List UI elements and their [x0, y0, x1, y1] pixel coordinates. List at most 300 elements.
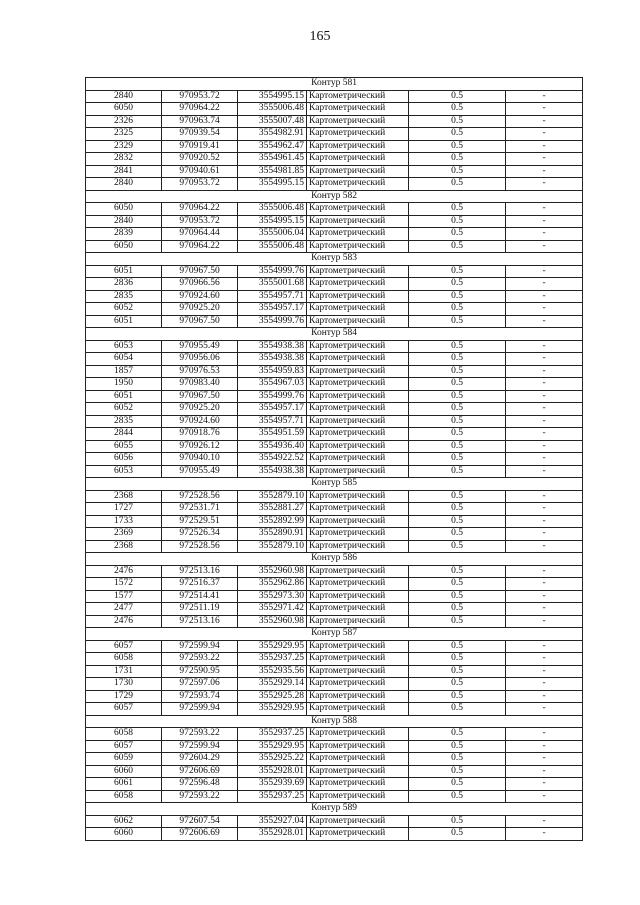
point-number-cell: 2832 — [86, 153, 162, 166]
x-coordinate-cell: 972526.34 — [162, 528, 238, 541]
method-cell: Картометрический — [307, 753, 409, 766]
contour-header-row — [86, 78, 583, 91]
method-cell: Картометрический — [307, 703, 409, 716]
table-row — [86, 140, 583, 153]
table-row — [86, 690, 583, 703]
accuracy-cell: 0.5 — [409, 440, 506, 453]
table-row — [86, 103, 583, 116]
table-row — [86, 278, 583, 291]
note-cell: - — [506, 390, 583, 403]
accuracy-cell: 0.5 — [409, 403, 506, 416]
method-cell: Картометрический — [307, 603, 409, 616]
x-coordinate-cell: 972599.94 — [162, 640, 238, 653]
point-number-cell: 6059 — [86, 753, 162, 766]
table-row — [86, 765, 583, 778]
y-coordinate-cell: 3555006.04 — [238, 228, 307, 241]
point-number-cell: 6051 — [86, 390, 162, 403]
accuracy-cell: 0.5 — [409, 90, 506, 103]
y-coordinate-cell: 3554957.71 — [238, 415, 307, 428]
x-coordinate-cell: 970940.61 — [162, 165, 238, 178]
note-cell: - — [506, 740, 583, 753]
x-coordinate-cell: 970925.20 — [162, 303, 238, 316]
point-number-cell: 2835 — [86, 415, 162, 428]
method-cell: Картометрический — [307, 640, 409, 653]
accuracy-cell: 0.5 — [409, 578, 506, 591]
note-cell: - — [506, 615, 583, 628]
coordinates-table — [85, 77, 583, 841]
method-cell: Картометрический — [307, 415, 409, 428]
note-cell: - — [506, 528, 583, 541]
method-cell: Картометрический — [307, 740, 409, 753]
y-coordinate-cell: 3552890.91 — [238, 528, 307, 541]
accuracy-cell: 0.5 — [409, 340, 506, 353]
table-row — [86, 315, 583, 328]
accuracy-cell: 0.5 — [409, 353, 506, 366]
note-cell: - — [506, 640, 583, 653]
point-number-cell: 6060 — [86, 765, 162, 778]
y-coordinate-cell: 3554982.91 — [238, 128, 307, 141]
point-number-cell: 2476 — [86, 615, 162, 628]
table-row — [86, 653, 583, 666]
table-row — [86, 740, 583, 753]
y-coordinate-cell: 3552879.10 — [238, 490, 307, 503]
method-cell: Картометрический — [307, 578, 409, 591]
accuracy-cell: 0.5 — [409, 490, 506, 503]
x-coordinate-cell: 970953.72 — [162, 178, 238, 191]
note-cell: - — [506, 140, 583, 153]
table-row — [86, 828, 583, 841]
point-number-cell: 6058 — [86, 653, 162, 666]
method-cell: Картометрический — [307, 403, 409, 416]
point-number-cell: 2476 — [86, 565, 162, 578]
point-number-cell: 6050 — [86, 240, 162, 253]
table-row — [86, 440, 583, 453]
table-row — [86, 515, 583, 528]
note-cell: - — [506, 303, 583, 316]
note-cell: - — [506, 465, 583, 478]
point-number-cell: 6050 — [86, 103, 162, 116]
accuracy-cell: 0.5 — [409, 740, 506, 753]
point-number-cell: 6056 — [86, 453, 162, 466]
point-number-cell: 2368 — [86, 540, 162, 553]
method-cell: Картометрический — [307, 590, 409, 603]
accuracy-cell: 0.5 — [409, 390, 506, 403]
point-number-cell: 6053 — [86, 465, 162, 478]
y-coordinate-cell: 3552928.01 — [238, 765, 307, 778]
y-coordinate-cell: 3555001.68 — [238, 278, 307, 291]
table-row — [86, 540, 583, 553]
accuracy-cell: 0.5 — [409, 265, 506, 278]
contour-title: Контур 588 — [86, 715, 583, 728]
x-coordinate-cell: 972593.22 — [162, 653, 238, 666]
method-cell: Картометрический — [307, 115, 409, 128]
table-row — [86, 153, 583, 166]
accuracy-cell: 0.5 — [409, 515, 506, 528]
accuracy-cell: 0.5 — [409, 428, 506, 441]
point-number-cell: 2326 — [86, 115, 162, 128]
note-cell: - — [506, 378, 583, 391]
accuracy-cell: 0.5 — [409, 178, 506, 191]
point-number-cell: 1950 — [86, 378, 162, 391]
x-coordinate-cell: 972529.51 — [162, 515, 238, 528]
note-cell: - — [506, 778, 583, 791]
point-number-cell: 6053 — [86, 340, 162, 353]
table-row — [86, 565, 583, 578]
x-coordinate-cell: 970924.60 — [162, 415, 238, 428]
point-number-cell: 6057 — [86, 740, 162, 753]
accuracy-cell: 0.5 — [409, 690, 506, 703]
accuracy-cell: 0.5 — [409, 665, 506, 678]
point-number-cell: 2325 — [86, 128, 162, 141]
point-number-cell: 6052 — [86, 403, 162, 416]
x-coordinate-cell: 972590.95 — [162, 665, 238, 678]
x-coordinate-cell: 972597.06 — [162, 678, 238, 691]
method-cell: Картометрический — [307, 128, 409, 141]
method-cell: Картометрический — [307, 378, 409, 391]
x-coordinate-cell: 970924.60 — [162, 290, 238, 303]
note-cell: - — [506, 490, 583, 503]
x-coordinate-cell: 972516.37 — [162, 578, 238, 591]
y-coordinate-cell: 3552892.99 — [238, 515, 307, 528]
note-cell: - — [506, 728, 583, 741]
contour-header-row — [86, 803, 583, 816]
accuracy-cell: 0.5 — [409, 778, 506, 791]
x-coordinate-cell: 972599.94 — [162, 740, 238, 753]
contour-header-row — [86, 628, 583, 641]
x-coordinate-cell: 970963.74 — [162, 115, 238, 128]
y-coordinate-cell: 3554999.76 — [238, 315, 307, 328]
point-number-cell: 2840 — [86, 215, 162, 228]
y-coordinate-cell: 3555006.48 — [238, 240, 307, 253]
contour-title: Контур 589 — [86, 803, 583, 816]
accuracy-cell: 0.5 — [409, 153, 506, 166]
method-cell: Картометрический — [307, 778, 409, 791]
table-row — [86, 578, 583, 591]
point-number-cell: 6055 — [86, 440, 162, 453]
y-coordinate-cell: 3555007.48 — [238, 115, 307, 128]
accuracy-cell: 0.5 — [409, 453, 506, 466]
table-row — [86, 340, 583, 353]
y-coordinate-cell: 3552962.86 — [238, 578, 307, 591]
note-cell: - — [506, 315, 583, 328]
table-row — [86, 403, 583, 416]
accuracy-cell: 0.5 — [409, 703, 506, 716]
y-coordinate-cell: 3554999.76 — [238, 265, 307, 278]
accuracy-cell: 0.5 — [409, 590, 506, 603]
x-coordinate-cell: 970967.50 — [162, 265, 238, 278]
x-coordinate-cell: 970925.20 — [162, 403, 238, 416]
x-coordinate-cell: 970956.06 — [162, 353, 238, 366]
accuracy-cell: 0.5 — [409, 815, 506, 828]
note-cell: - — [506, 353, 583, 366]
accuracy-cell: 0.5 — [409, 640, 506, 653]
point-number-cell: 6057 — [86, 640, 162, 653]
y-coordinate-cell: 3552929.95 — [238, 640, 307, 653]
y-coordinate-cell: 3552929.95 — [238, 703, 307, 716]
contour-header-row — [86, 553, 583, 566]
method-cell: Картометрический — [307, 178, 409, 191]
method-cell: Картометрический — [307, 140, 409, 153]
table-row — [86, 790, 583, 803]
note-cell: - — [506, 340, 583, 353]
x-coordinate-cell: 970919.41 — [162, 140, 238, 153]
table-row — [86, 115, 583, 128]
accuracy-cell: 0.5 — [409, 165, 506, 178]
method-cell: Картометрический — [307, 440, 409, 453]
method-cell: Картометрический — [307, 165, 409, 178]
accuracy-cell: 0.5 — [409, 228, 506, 241]
x-coordinate-cell: 970967.50 — [162, 315, 238, 328]
table-row — [86, 240, 583, 253]
x-coordinate-cell: 970967.50 — [162, 390, 238, 403]
method-cell: Картометрический — [307, 678, 409, 691]
point-number-cell: 6062 — [86, 815, 162, 828]
y-coordinate-cell: 3552937.25 — [238, 653, 307, 666]
accuracy-cell: 0.5 — [409, 465, 506, 478]
table-row — [86, 603, 583, 616]
table-row — [86, 90, 583, 103]
note-cell: - — [506, 453, 583, 466]
note-cell: - — [506, 515, 583, 528]
y-coordinate-cell: 3554995.15 — [238, 215, 307, 228]
method-cell: Картометрический — [307, 765, 409, 778]
y-coordinate-cell: 3554951.59 — [238, 428, 307, 441]
point-number-cell: 6050 — [86, 203, 162, 216]
accuracy-cell: 0.5 — [409, 128, 506, 141]
contour-header-row — [86, 253, 583, 266]
coordinates-table-body — [86, 78, 583, 841]
contour-title: Контур 585 — [86, 478, 583, 491]
table-row — [86, 678, 583, 691]
method-cell: Картометрический — [307, 315, 409, 328]
y-coordinate-cell: 3554959.83 — [238, 365, 307, 378]
x-coordinate-cell: 972528.56 — [162, 540, 238, 553]
note-cell: - — [506, 753, 583, 766]
contour-header-row — [86, 190, 583, 203]
y-coordinate-cell: 3554995.15 — [238, 178, 307, 191]
table-row — [86, 465, 583, 478]
accuracy-cell: 0.5 — [409, 303, 506, 316]
table-row — [86, 378, 583, 391]
x-coordinate-cell: 972596.48 — [162, 778, 238, 791]
method-cell: Картометрический — [307, 528, 409, 541]
note-cell: - — [506, 153, 583, 166]
accuracy-cell: 0.5 — [409, 415, 506, 428]
method-cell: Картометрический — [307, 153, 409, 166]
table-row — [86, 815, 583, 828]
note-cell: - — [506, 703, 583, 716]
x-coordinate-cell: 972593.74 — [162, 690, 238, 703]
note-cell: - — [506, 665, 583, 678]
y-coordinate-cell: 3554938.38 — [238, 465, 307, 478]
point-number-cell: 2835 — [86, 290, 162, 303]
table-row — [86, 590, 583, 603]
y-coordinate-cell: 3554967.03 — [238, 378, 307, 391]
note-cell: - — [506, 565, 583, 578]
method-cell: Картометрический — [307, 540, 409, 553]
table-row — [86, 640, 583, 653]
note-cell: - — [506, 678, 583, 691]
note-cell: - — [506, 228, 583, 241]
y-coordinate-cell: 3555006.48 — [238, 203, 307, 216]
table-row — [86, 503, 583, 516]
note-cell: - — [506, 440, 583, 453]
contour-title: Контур 583 — [86, 253, 583, 266]
y-coordinate-cell: 3554957.17 — [238, 403, 307, 416]
accuracy-cell: 0.5 — [409, 603, 506, 616]
table-row — [86, 178, 583, 191]
accuracy-cell: 0.5 — [409, 240, 506, 253]
table-row — [86, 753, 583, 766]
table-row — [86, 128, 583, 141]
accuracy-cell: 0.5 — [409, 203, 506, 216]
table-row — [86, 728, 583, 741]
x-coordinate-cell: 970966.56 — [162, 278, 238, 291]
point-number-cell: 6057 — [86, 703, 162, 716]
table-row — [86, 228, 583, 241]
x-coordinate-cell: 970926.12 — [162, 440, 238, 453]
method-cell: Картометрический — [307, 428, 409, 441]
method-cell: Картометрический — [307, 515, 409, 528]
point-number-cell: 1857 — [86, 365, 162, 378]
note-cell: - — [506, 215, 583, 228]
x-coordinate-cell: 970964.44 — [162, 228, 238, 241]
y-coordinate-cell: 3554999.76 — [238, 390, 307, 403]
page-number: 165 — [309, 29, 331, 44]
note-cell: - — [506, 203, 583, 216]
table-row — [86, 665, 583, 678]
x-coordinate-cell: 972513.16 — [162, 615, 238, 628]
point-number-cell: 6061 — [86, 778, 162, 791]
method-cell: Картометрический — [307, 228, 409, 241]
x-coordinate-cell: 970939.54 — [162, 128, 238, 141]
note-cell: - — [506, 790, 583, 803]
y-coordinate-cell: 3552928.01 — [238, 828, 307, 841]
y-coordinate-cell: 3555006.48 — [238, 103, 307, 116]
x-coordinate-cell: 972514.41 — [162, 590, 238, 603]
table-row — [86, 528, 583, 541]
x-coordinate-cell: 972606.69 — [162, 765, 238, 778]
y-coordinate-cell: 3552929.95 — [238, 740, 307, 753]
method-cell: Картометрический — [307, 290, 409, 303]
table-row — [86, 303, 583, 316]
x-coordinate-cell: 972531.71 — [162, 503, 238, 516]
accuracy-cell: 0.5 — [409, 728, 506, 741]
y-coordinate-cell: 3554938.38 — [238, 340, 307, 353]
x-coordinate-cell: 970964.22 — [162, 103, 238, 116]
note-cell: - — [506, 428, 583, 441]
method-cell: Картометрический — [307, 453, 409, 466]
method-cell: Картометрический — [307, 615, 409, 628]
method-cell: Картометрический — [307, 653, 409, 666]
y-coordinate-cell: 3554981.85 — [238, 165, 307, 178]
accuracy-cell: 0.5 — [409, 790, 506, 803]
y-coordinate-cell: 3552937.25 — [238, 728, 307, 741]
method-cell: Картометрический — [307, 728, 409, 741]
accuracy-cell: 0.5 — [409, 565, 506, 578]
y-coordinate-cell: 3552973.30 — [238, 590, 307, 603]
y-coordinate-cell: 3554957.17 — [238, 303, 307, 316]
note-cell: - — [506, 590, 583, 603]
note-cell: - — [506, 815, 583, 828]
point-number-cell: 2369 — [86, 528, 162, 541]
accuracy-cell: 0.5 — [409, 765, 506, 778]
table-row — [86, 615, 583, 628]
note-cell: - — [506, 103, 583, 116]
y-coordinate-cell: 3552960.98 — [238, 615, 307, 628]
method-cell: Картометрический — [307, 503, 409, 516]
note-cell: - — [506, 690, 583, 703]
table-row — [86, 390, 583, 403]
point-number-cell: 2329 — [86, 140, 162, 153]
x-coordinate-cell: 970953.72 — [162, 90, 238, 103]
y-coordinate-cell: 3554995.15 — [238, 90, 307, 103]
note-cell: - — [506, 653, 583, 666]
x-coordinate-cell: 970983.40 — [162, 378, 238, 391]
contour-header-row — [86, 328, 583, 341]
table-row — [86, 428, 583, 441]
method-cell: Картометрический — [307, 565, 409, 578]
note-cell: - — [506, 828, 583, 841]
note-cell: - — [506, 365, 583, 378]
method-cell: Картометрический — [307, 103, 409, 116]
x-coordinate-cell: 970964.22 — [162, 203, 238, 216]
note-cell: - — [506, 603, 583, 616]
accuracy-cell: 0.5 — [409, 365, 506, 378]
table-row — [86, 703, 583, 716]
point-number-cell: 1729 — [86, 690, 162, 703]
contour-header-row — [86, 715, 583, 728]
y-coordinate-cell: 3554962.47 — [238, 140, 307, 153]
method-cell: Картометрический — [307, 240, 409, 253]
note-cell: - — [506, 240, 583, 253]
table-row — [86, 165, 583, 178]
accuracy-cell: 0.5 — [409, 140, 506, 153]
table-row — [86, 290, 583, 303]
point-number-cell: 2368 — [86, 490, 162, 503]
y-coordinate-cell: 3552927.04 — [238, 815, 307, 828]
note-cell: - — [506, 278, 583, 291]
table-row — [86, 415, 583, 428]
note-cell: - — [506, 290, 583, 303]
point-number-cell: 6058 — [86, 728, 162, 741]
method-cell: Картометрический — [307, 390, 409, 403]
y-coordinate-cell: 3552925.28 — [238, 690, 307, 703]
note-cell: - — [506, 115, 583, 128]
method-cell: Картометрический — [307, 203, 409, 216]
point-number-cell: 2840 — [86, 90, 162, 103]
x-coordinate-cell: 970940.10 — [162, 453, 238, 466]
table-row — [86, 215, 583, 228]
accuracy-cell: 0.5 — [409, 215, 506, 228]
x-coordinate-cell: 972606.69 — [162, 828, 238, 841]
y-coordinate-cell: 3552935.56 — [238, 665, 307, 678]
y-coordinate-cell: 3554936.40 — [238, 440, 307, 453]
accuracy-cell: 0.5 — [409, 503, 506, 516]
y-coordinate-cell: 3552879.10 — [238, 540, 307, 553]
accuracy-cell: 0.5 — [409, 828, 506, 841]
note-cell: - — [506, 415, 583, 428]
contour-title: Контур 584 — [86, 328, 583, 341]
note-cell: - — [506, 503, 583, 516]
note-cell: - — [506, 165, 583, 178]
contour-title: Контур 586 — [86, 553, 583, 566]
point-number-cell: 6051 — [86, 315, 162, 328]
note-cell: - — [506, 578, 583, 591]
y-coordinate-cell: 3552881.27 — [238, 503, 307, 516]
point-number-cell: 2841 — [86, 165, 162, 178]
method-cell: Картометрический — [307, 465, 409, 478]
